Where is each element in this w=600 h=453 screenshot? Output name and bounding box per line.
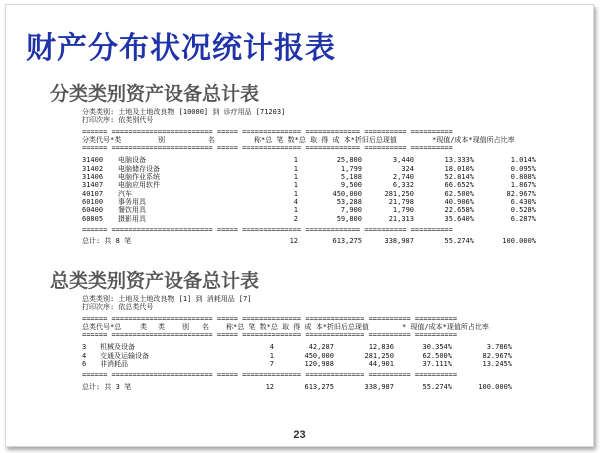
cell-cost: 450,000: [304, 351, 334, 360]
cell-ratio: 37.111%: [422, 360, 452, 369]
cell-cost: 59,800: [336, 214, 362, 223]
cell-ratio: 18.010%: [444, 164, 474, 173]
cell-code: 40107: [82, 189, 104, 198]
cell-cost: 120,988: [304, 360, 334, 369]
table-row: [82, 181, 542, 189]
header-c4: 名: [202, 322, 209, 331]
cell-count: 1: [269, 351, 274, 360]
cell-value: 281,250: [364, 351, 394, 360]
table-row: [82, 206, 542, 214]
cell-share: 0.095%: [510, 164, 536, 173]
cell-share: 13.245%: [482, 360, 512, 369]
cell-value: 281,250: [384, 189, 414, 198]
table-row: [82, 215, 542, 223]
cell-cost: 5,188: [340, 173, 362, 182]
table-row: [82, 352, 542, 360]
rule-line: ====== ======================== ===== ============== ============== ========== ==========: [82, 331, 458, 340]
cell-value: 44,901: [368, 360, 394, 369]
total-value: 338,987: [384, 237, 414, 246]
cell-code: 31406: [82, 173, 104, 182]
cell-share: 82.967%: [482, 351, 512, 360]
header-cat: 别: [158, 135, 165, 144]
range-line: 分类类别: 土地及土地改良物 [10000] 到 诊疗用品 [71203]: [82, 108, 286, 116]
section1-report: [82, 108, 542, 245]
cell-count: 1: [293, 206, 298, 215]
cell-value: 1,790: [392, 206, 414, 215]
cell-value: 21,313: [388, 214, 414, 223]
table-row: [82, 343, 542, 351]
header-totals: 称*总 笔 数*总 取 得 成 本*折旧后总现值: [226, 322, 369, 331]
cell-name: 交通及运输设备: [100, 351, 149, 360]
total-row: [82, 383, 542, 391]
rule-line: ====== ======================== ===== ============== ============== ========== ==========: [82, 314, 458, 323]
cell-value: 6,332: [392, 181, 414, 190]
cell-ratio: 13.333%: [444, 156, 474, 165]
cell-share: 6.430%: [510, 197, 536, 206]
cell-ratio: 35.640%: [444, 214, 474, 223]
total-count: 12: [289, 237, 298, 246]
cell-count: 2: [293, 214, 298, 223]
cell-cost: 9,500: [340, 181, 362, 190]
table-row: [82, 198, 542, 206]
cell-share: 1.867%: [510, 181, 536, 190]
header-c1: 类: [140, 322, 147, 331]
rule-line: ====== ======================== ===== ============== ============= ========== ==========: [82, 127, 453, 136]
cell-count: 1: [293, 189, 298, 198]
cell-name: 餐饮用具: [118, 206, 146, 215]
header-ratio: *现值/成本*现值所占比率: [432, 135, 515, 144]
total-ratio: 55.274%: [444, 237, 474, 246]
cell-name: 电脑应用软件: [118, 181, 160, 190]
table-row: [82, 156, 542, 164]
cell-code: 4: [82, 351, 87, 360]
header-name: 名: [208, 135, 215, 144]
cell-share: 6.287%: [510, 214, 536, 223]
cell-count: 1: [293, 164, 298, 173]
total-cost: 613,275: [332, 237, 362, 246]
cell-name: 电脑储存设备: [118, 164, 160, 173]
cell-code: 60805: [82, 214, 104, 223]
cell-ratio: 62.500%: [444, 189, 474, 198]
cell-name: 汽车: [118, 189, 132, 198]
cell-ratio: 62.500%: [422, 351, 452, 360]
cell-code: 3: [82, 343, 87, 352]
cell-code: 31402: [82, 164, 104, 173]
header-c3: 别: [182, 322, 189, 331]
cell-name: 电脑作业系统: [118, 173, 160, 182]
cell-value: 3,440: [392, 156, 414, 165]
cell-count: 7: [269, 360, 274, 369]
total-ratio: 55.274%: [422, 382, 452, 391]
table-row: [82, 165, 542, 173]
cell-ratio: 40.906%: [444, 197, 474, 206]
section1-rows: [82, 156, 542, 222]
order-line: 打印次序: 依类别代号: [82, 116, 154, 125]
cell-ratio: 52.814%: [444, 173, 474, 182]
total-row: [82, 237, 542, 245]
cell-cost: 42,287: [308, 343, 334, 352]
total-share: 100.000%: [478, 382, 512, 391]
total-share: 100.000%: [502, 237, 536, 246]
cell-value: 21,798: [388, 197, 414, 206]
cell-name: 机械及设备: [100, 343, 135, 352]
cell-code: 31407: [82, 181, 104, 190]
total-count: 12: [265, 382, 274, 391]
cell-share: 82.967%: [506, 189, 536, 198]
slide: [5, 4, 594, 447]
cell-share: 0.528%: [510, 206, 536, 215]
section2-rows: [82, 343, 542, 368]
cell-cost: 450,000: [332, 189, 362, 198]
total-cost: 613,275: [304, 382, 334, 391]
order-line: 打印次序: 依总类代号: [82, 303, 154, 312]
rule-line: ====== ======================== ===== ============== ============== ========== ==========: [82, 371, 458, 380]
cell-count: 1: [293, 181, 298, 190]
cell-count: 4: [269, 343, 274, 352]
cell-ratio: 66.652%: [444, 181, 474, 190]
total-value: 338,987: [364, 382, 394, 391]
cell-share: 0.808%: [510, 173, 536, 182]
rule-line: ====== ======================== ===== ============== ============= ========== ==========: [82, 144, 453, 153]
cell-ratio: 30.354%: [422, 343, 452, 352]
cell-code: 6: [82, 360, 87, 369]
range-line: 总类类别: 土地及土地改良物 [1] 到 消耗用品 [7]: [82, 295, 252, 303]
cell-count: 1: [293, 173, 298, 182]
table-row: [82, 190, 542, 198]
section1-title: 分类类别资产设备总计表: [50, 83, 260, 105]
cell-cost: 1,799: [340, 164, 362, 173]
cell-name: 摄影用具: [118, 214, 146, 223]
header-totals: 称*总 笔 数*总 取 得 成 本*折旧后总现值: [254, 135, 397, 144]
total-label: 总计: 共 8 笔: [82, 237, 132, 246]
cell-value: 2,740: [392, 173, 414, 182]
header-code: 分类代号*类: [82, 135, 122, 144]
header-c2: 类: [158, 322, 165, 331]
header-ratio: * 现值/成本*现值所占比率: [402, 322, 489, 331]
table-row: [82, 360, 542, 368]
cell-count: 1: [293, 156, 298, 165]
cell-name: 电脑设备: [118, 156, 146, 165]
cell-cost: 25,800: [336, 156, 362, 165]
cell-share: 3.786%: [486, 343, 512, 352]
section2-report: [82, 295, 542, 391]
header-code: 总类代号*总: [82, 322, 122, 331]
header-row: [82, 323, 542, 331]
rule-line: ====== ======================== ===== ============== ============= ========== ==========: [82, 225, 453, 234]
header-row: [82, 136, 542, 144]
section2-title: 总类类别资产设备总计表: [50, 270, 260, 292]
cell-code: 60100: [82, 197, 104, 206]
cell-cost: 53,288: [336, 197, 362, 206]
total-label: 总计: 共 3 笔: [82, 382, 132, 391]
cell-share: 1.014%: [510, 156, 536, 165]
cell-cost: 7,900: [340, 206, 362, 215]
cell-ratio: 22.658%: [444, 206, 474, 215]
cell-name: 非消耗品: [100, 360, 128, 369]
cell-name: 事务用具: [118, 197, 146, 206]
slide-title: 财产分布状况统计报表: [26, 31, 336, 66]
cell-value: 324: [401, 164, 414, 173]
cell-code: 60400: [82, 206, 104, 215]
cell-count: 4: [293, 197, 298, 206]
cell-value: 12,836: [368, 343, 394, 352]
page-number: 23: [293, 429, 306, 441]
cell-code: 31400: [82, 156, 104, 165]
